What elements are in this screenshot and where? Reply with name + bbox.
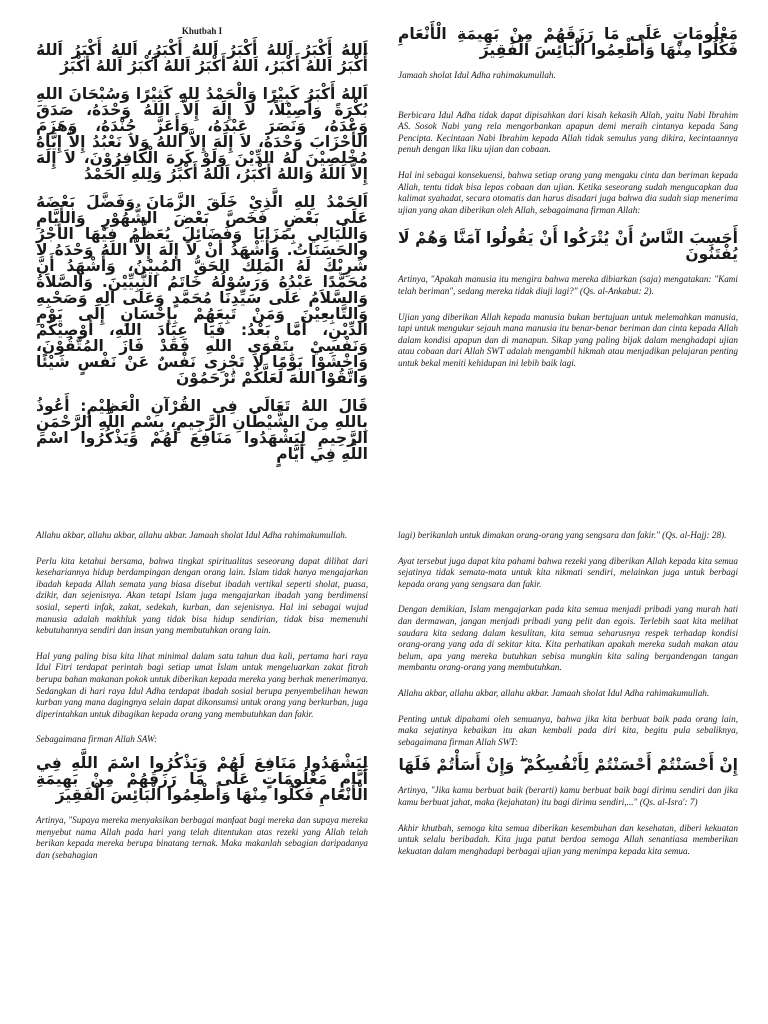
paragraph-spirituality: Perlu kita ketahui bersama, bahwa tingkat spiritualitas seseorang dapat dilihat dari kesehariannya hidup berdampingan dengan orang lain. Islam tidak hanya mengajarkan ibadah kepada Allah semata yang biasa disebut ibadah vertikal seperti sholat, puasa, dzikir, dan sejenisnya. Akan tetapi Islam juga mengajarkan ibadah yang berdimensi sosial, seperti infak, zakat, sedekah, kurban, dan sejenisnya. Hal ini sebagai wujud manusia adalah makhluk yang tidak bisa hidup sendirian, tidak bisa memenuhi kebutuhannya sendiri dan insan yang membutuhkan orang lain. — [36, 555, 368, 636]
paragraph-translation-hajj-end: lagi) berikanlah untuk dimakan orang-orang yang sengsara dan fakir." (Qs. al-Hajj: 28). — [398, 530, 727, 540]
paragraph-translation-ankabut: Artinya, "Apakah manusia itu mengira bahwa mereka dibiarkan (saja) mengatakan: "Kami telah beriman", sedang mereka tidak diuji lagi?" (Qs. al-Ankabut: 2). — [398, 274, 738, 296]
khutbah-title: Khutbah I — [181, 26, 223, 36]
column-bottom-right — [398, 530, 738, 871]
paragraph-trials: Hal ini sebagai konsekuensi, bahwa setiap orang yang mengaku cinta dan beriman kepada Allah, tentu tidak bisa lepas cobaan dan ujian. Ketika seseorang sudah mengucapkan dua kalimat syahadat, secara otomatis dan harus disadari juga bahwa dia sudah siap menerima ujian yang akan diberikan oleh Allah, sebagaimana firman Allah: — [398, 169, 738, 215]
column-top-right — [398, 26, 738, 384]
arabic-takbir: اَللهُ أَكْبَرُ اَللهُ أَكْبَرُ اَللهُ أَكْبَرُ، اَللهُ أَكْبَرُ اَللهُ أَكْبَرُ اَللهُ أَكْبَرُ، اَللهُ أَكْبَرُ اَللهُ أَكْبَرُ اَللهُ أَكْبَرُ — [36, 41, 368, 75]
paragraph-generosity: Dengan demikian, Islam mengajarkan pada kita semua menjadi pribadi yang murah hati dan dermawan, jangan menjadi pribadi yang pelit dan egois. Terlebih saat kita melihat saudara kita sedang dalam kesulitan, kita semua seharusnya respek terhadap kondisi orang-orang yang ada di sekitar kita. Kita perhatikan apakah mereka sudah makan atau belum, apa yang mereka butuhkan sebisa mungkin kita saling bergandengan tangan membantu orang-orang yang membutuhkan. — [398, 604, 738, 673]
paragraph-translation-isra: Artinya, "Jika kamu berbuat baik (berarti) kamu berbuat baik bagi dirimu sendiri dan jika kamu berbuat jahat, maka (kejahatan) itu bagi dirimu sendiri,..." (Qs. al-Isra': 7) — [398, 785, 738, 807]
paragraph-closing: Akhir khutbah, semoga kita semua diberikan kesembuhan dan kesehatan, diberi kekuatan untuk selalu beribadah. Kita juga patut berdoa semoga Allah senantiasa memberikan kekuatan dalam menghadapi berbagai ujian yang menimpa kepada kita semua. — [398, 822, 738, 856]
paragraph-kindness: Penting untuk dipahami oleh semuanya, bahwa jika kita berbuat baik pada orang lain, maka sejatinya kebaikan itu akan kembali pada diri kita, begitu pula sebaliknya, sebagaimana firman Allah SWT: — [398, 713, 738, 747]
paragraph-firman-intro: Sebagaimana firman Allah SAW: — [36, 734, 158, 745]
paragraph-takbir-greeting: Allahu akbar, allahu akbar, allahu akbar. Jamaah sholat Idul Adha rahimakumullah. — [36, 530, 348, 540]
paragraph-takbir-greeting-2: Allahu akbar, allahu akbar, allahu akbar. Jamaah sholat Idul Adha rahimakumullah. — [398, 687, 710, 698]
paragraph-zakat-kurban: Hal yang paling bisa kita lihat minimal dalam satu tahun dua kali, pertama hari raya Idul Fitri terdapat perintah bagi setiap umat Islam untuk mengeluarkan zakat fitrah berupa bahan makanan pokok untuk diberikan kepada mereka yang berhak menerimanya. Sedangkan di hari raya Idul Adha terdapat ibadah sosial berupa penyembelihan hewan kurban yang mana dagingnya selain dapat dikonsumsi untuk orang yang berkurban, juga diperintahkan untuk dibagikan kepada orang yang membutuhkan dan fakir. — [36, 650, 368, 719]
paragraph-sharing: Ayat tersebut juga dapat kita pahami bahwa rezeki yang diberikan Allah kepada kita semua sejatinya tidak semata-mata untuk kita nikmati sendiri, melainkan juga untuk berbagi kepada orang yang sengsara dan fakir. — [398, 555, 738, 589]
paragraph-wisdom: Ujian yang diberikan Allah kepada manusia bukan bertujuan untuk melemahkan manusia, tapi untuk mengukur sejauh mana manusia itu benar-benar beriman dan cinta kepada Allah dalam kondisi apapun dan di manapun. Sikap yang paling bijak dalam menghadapi ujian atau cobaan dari Allah SWT adalah mengambil hikmah atau menjadikan pelajaran penting untuk bekal meniti kehidupan ini lebih baik lagi. — [398, 311, 738, 368]
arabic-verse-isra: إِنْ أَحْسَنْتُمْ أَحْسَنْتُمْ لِأَنْفُسِكُمْ ۖ وَإِنْ أَسَأْتُمْ فَلَهَا — [398, 756, 738, 775]
arabic-verse-hajj: لِيَشْهَدُوا مَنَافِعَ لَهُمْ وَيَذْكُرُوا اسْمَ اللَّهِ فِي أَيَّامٍ مَعْلُومَاتٍ عَلَى مَا رَزَقَهُمْ مِنْ بَهِيمَةِ الْأَنْعَامِ فَكُلُوا مِنْهَا وَأَطْعِمُوا الْبَائِسَ الْفَقِيرَ — [36, 753, 368, 804]
arabic-verse-ankabut: أَحَسِبَ النَّاسُ أَنْ يُتْرَكُوا أَنْ يَقُولُوا آمَنَّا وَهُمْ لَا يُفْتَنُونَ — [398, 229, 738, 264]
arabic-hamdalah: اَلحَمْدُ لِلهِ الَّذِيْ خَلَقَ الزَّمَانَ وَفَضَّلَ بَعْضَهُ عَلَى بَعْضٍ فَخَصَّ بَعْضَ الشُّهُوْرِ وَالأَيَّامِ وَاللَيَالِي بِمَزَايَا وَفَضَائِلَ يُعَظَّمُ فِيْهَا الأَجْرُ والحَسَنَاتُ. وَأَشْهَدُ أَنْ لاَ إِلَهَ إِلاَّ اللهُ وَحْدَهُ لاَ شَرِيْكَ لَهُ المَلِكُ الحَقُّ المُبِيْنُ، وَأَشْهَدُ أَنَّ مُحَمَّدًا عَبْدُهُ وَرَسُوْلُهُ خَاتَمُ النَّبِيِّيْنَ. وَالصَّلاَةُ وَالسَّلاَمُ عَلَى سَيِّدِنَا مُحَمَّدٍ وَعَلَى آلِهِ وَصَحْبِهِ وَالتَّابِعِيْنَ وَمَنْ تَبِعَهُمْ بِإِحْسَانٍ إِلَى يَوْمِ الدِّيْنِ، أَمَّا بَعْدُ: فَيَا عِبَادَ اللهِ، أُوْصِيْكُمْ وَنَفْسِيْ بِتَقْوَى اللهِ فَقَدْ فَازَ المُتَّقُوْنَ، وَاخْشَوْا يَوْمًا لاَ تَجْزِى نَفْسٌ عَنْ نَفْسٍ شَيْئًا وَاتَّقُوْا اللهَ لَعَلَّكُمْ تُرْحَمُوْنَ — [36, 193, 368, 387]
arabic-verse-continuation: مَعْلُومَاتٍ عَلَى مَا رَزَقَهُمْ مِنْ بَهِيمَةِ الْأَنْعَامِ فَكُلُوا مِنْهَا وَأَطْعِمُوا الْبَائِسَ الْفَقِيرَ — [398, 25, 738, 59]
column-bottom-left — [36, 530, 368, 875]
arabic-quran-intro: قَالَ اللهُ تَعَالَى فِي القُرْآنِ الْعَظِيْمِ: أَعُوذُ بِاللهِ مِنَ الشَّيْطَانِ الرَّجِيمِ، بِسْمِ اللَّهِ الرَّحْمَنِ الرَّحِيمِ لِيَشْهَدُوا مَنَافِعَ لَهُمْ وَيَذْكُرُوا اسْمَ اللَّهِ فِي أَيَّامٍ — [36, 397, 368, 463]
paragraph-ibrahim: Berbicara Idul Adha tidak dapat dipisahkan dari kisah kekasih Allah, yaitu Nabi Ibrahim AS. Sosok Nabi yang rela mengorbankan apapun demi meraih cintanya kepada Sang Pencipta. Kecintaan Nabi Ibrahim kepada Allah tidak semulus yang dikira, kecintaannya penuh dengan lika liku ujian dan cobaan. — [398, 109, 738, 155]
column-top-left — [36, 26, 368, 474]
paragraph-greeting: Jamaah sholat Idul Adha rahimakumullah. — [398, 70, 556, 80]
paragraph-translation-hajj: Artinya, "Supaya mereka menyaksikan berbagai manfaat bagi mereka dan supaya mereka menyebut nama Allah pada hari yang telah ditentukan atas rezeki yang Allah telah berikan kepada mereka berupa binatang ternak. Maka makanlah sebagian daripadanya dan (sebahagian — [36, 814, 368, 860]
arabic-opening-dhikr: اَللهُ أَكْبَرُ كَبِيْرًا وَالْحَمْدُ لِلهِ كَثِيْرًا وَسُبْحَانَ اللهِ بُكْرَةً وَأَصِيْلاً، لاَ إِلَهَ إِلاَّ اللهُ وَحْدَهُ، صَدَقَ وَعْدَهُ، وَنَصَرَ عَبْدَهُ، وَأَعَزَّ جُنْدَهُ، وَهَزَمَ الأَحْزَابَ وَحْدَهُ، لاَ إِلَهَ إِلاَّ اللهُ وَلاَ نَعْبُدُ إِلاَّ إِيَّاهُ مُخْلِصِيْنَ لَهُ الدِّيْنَ وَلَوْ كَرِهَ الْكَافِرُوْنَ، لاَ إِلَهَ إِلاَّ اللهُ وَاللهُ أَكْبَرُ، اَللهُ أَكْبَرُ وَلِلهِ الْحَمْدُ — [36, 85, 368, 183]
